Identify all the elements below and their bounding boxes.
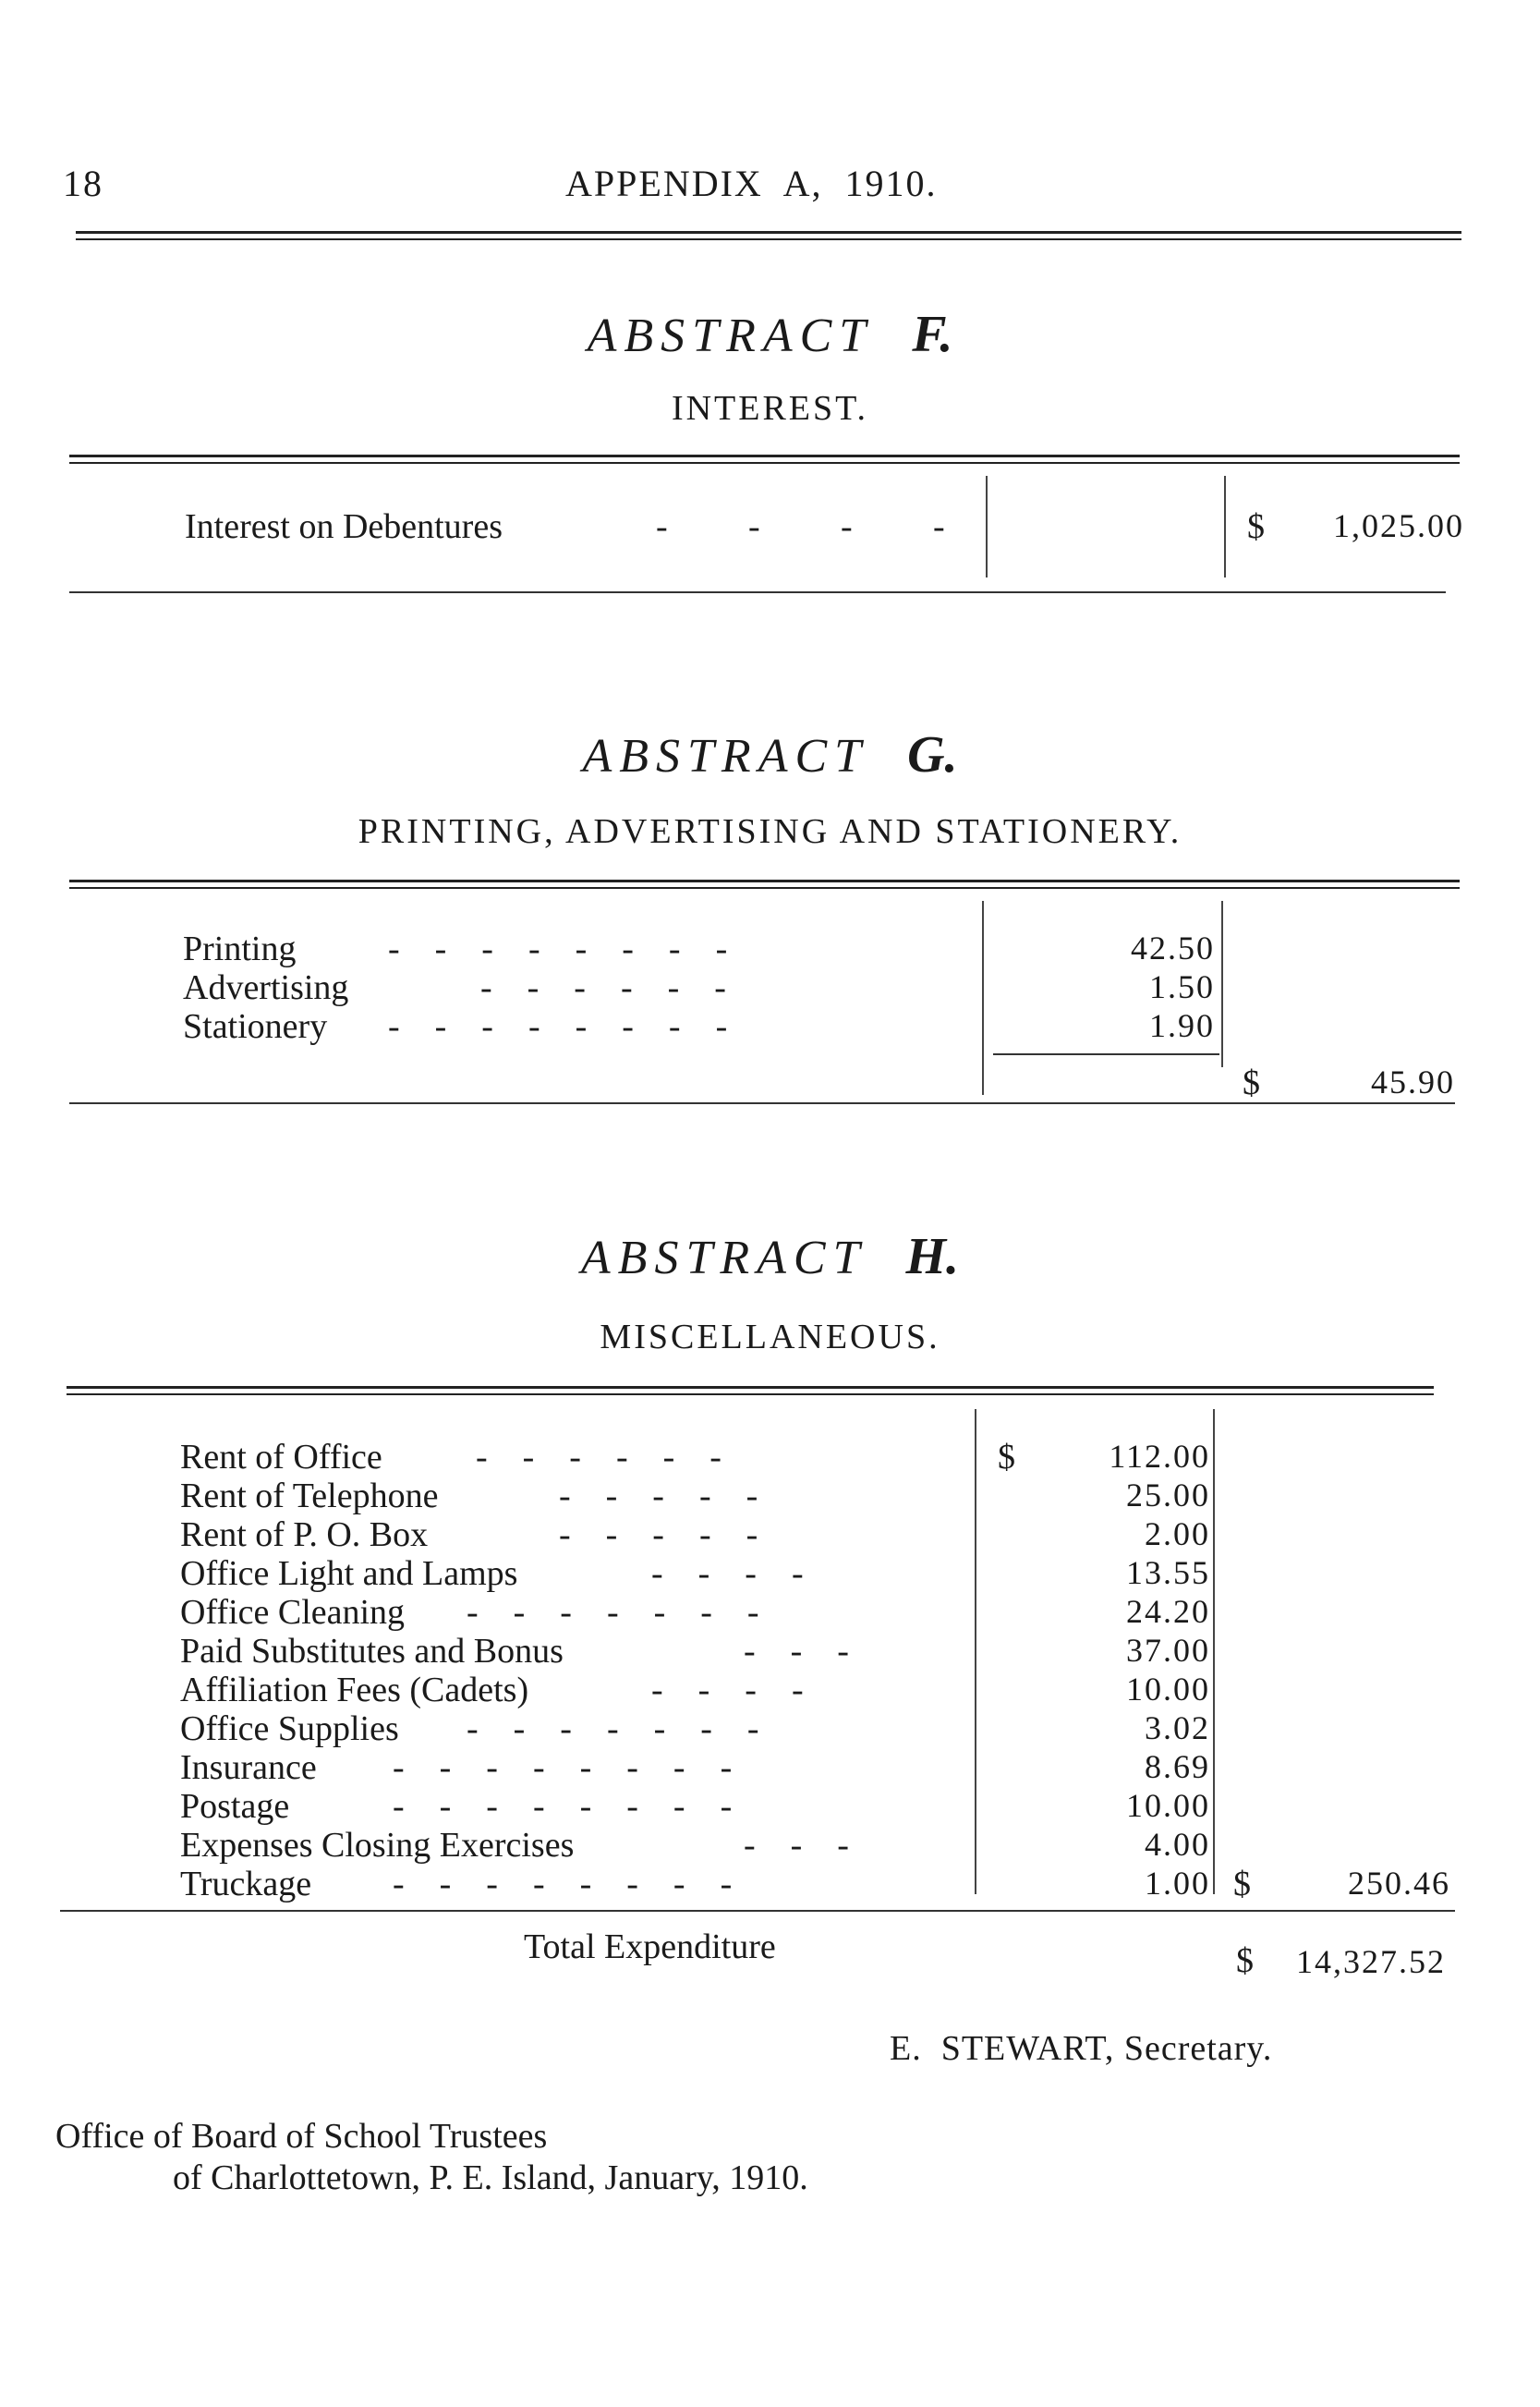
office-line-1: Office of Board of School Trustees: [55, 2117, 548, 2156]
column-rule: [1213, 1409, 1215, 1894]
column-rule: [1224, 476, 1226, 577]
row-amount: 10.00: [1126, 1787, 1210, 1824]
dollar-sign: $: [1236, 1941, 1254, 1980]
row-label: Interest on Debentures: [185, 507, 503, 546]
abstract-g-title: ABSTRACT G.: [582, 726, 958, 784]
row-label: Insurance: [180, 1748, 317, 1787]
abstract-g-top-rule: [69, 880, 1460, 882]
running-title: APPENDIX A, 1910.: [565, 163, 938, 204]
page-number: 18: [63, 163, 103, 204]
row-label: Affiliation Fees (Cadets): [180, 1671, 529, 1709]
row-label: Advertising: [183, 968, 349, 1007]
column-rule: [1221, 901, 1223, 1067]
row-amount: 37.00: [1126, 1632, 1210, 1669]
row-label: Office Supplies: [180, 1709, 399, 1748]
abstract-f-subtitle: INTEREST.: [671, 389, 869, 428]
row-label: Expenses Closing Exercises: [180, 1826, 575, 1865]
row-amount: 1,025.00: [1333, 507, 1464, 544]
abstract-h-bottom-rule: [60, 1910, 1455, 1912]
row-amount: 42.50: [1131, 930, 1215, 966]
row-label: Office Cleaning: [180, 1593, 406, 1632]
row-amount: 24.20: [1126, 1593, 1210, 1630]
total-expenditure-label: Total Expenditure: [524, 1927, 776, 1966]
dollar-sign: $: [998, 1438, 1015, 1477]
abstract-f-bottom-rule: [69, 591, 1446, 593]
row-label: Printing: [183, 930, 297, 968]
header-rule: [76, 231, 1461, 234]
total-amount: 45.90: [1371, 1064, 1455, 1100]
row-amount: 3.02: [1145, 1709, 1210, 1746]
column-rule: [975, 1409, 976, 1894]
grand-total-amount: 14,327.52: [1296, 1943, 1446, 1980]
row-amount: 8.69: [1145, 1748, 1210, 1785]
abstract-h-subtitle: MISCELLANEOUS.: [600, 1318, 940, 1356]
row-amount: 2.00: [1145, 1515, 1210, 1552]
row-amount: 25.00: [1126, 1477, 1210, 1513]
row-amount: 1.90: [1149, 1007, 1215, 1044]
subtotal-rule: [993, 1053, 1219, 1055]
row-amount: 1.00: [1145, 1865, 1210, 1902]
row-amount: 1.50: [1149, 968, 1215, 1005]
dollar-sign: $: [1247, 507, 1265, 546]
dollar-sign: $: [1243, 1064, 1260, 1102]
row-label: Rent of Office: [180, 1438, 382, 1477]
row-label: Postage: [180, 1787, 290, 1826]
total-amount: 250.46: [1348, 1865, 1450, 1902]
abstract-h-title: ABSTRACT H.: [580, 1228, 960, 1285]
column-rule: [986, 476, 988, 577]
abstract-h-top-rule: [67, 1386, 1434, 1389]
abstract-f-top-rule: [69, 455, 1460, 457]
row-label: Rent of P. O. Box: [180, 1515, 429, 1554]
row-label: Rent of Telephone: [180, 1477, 439, 1515]
abstract-g-subtitle: PRINTING, ADVERTISING AND STATIONERY.: [358, 812, 1182, 851]
dollar-sign: $: [1233, 1865, 1251, 1903]
row-amount: 13.55: [1126, 1554, 1210, 1591]
row-label: Truckage: [180, 1865, 312, 1903]
column-rule: [982, 901, 984, 1095]
row-amount: 112.00: [1109, 1438, 1210, 1475]
signature: E. STEWART, Secretary.: [890, 2029, 1273, 2068]
row-label: Stationery: [183, 1007, 328, 1046]
row-label: Paid Substitutes and Bonus: [180, 1632, 564, 1671]
row-amount: 4.00: [1145, 1826, 1210, 1863]
office-line-2: of Charlottetown, P. E. Island, January, 1910.: [173, 2158, 808, 2197]
row-amount: 10.00: [1126, 1671, 1210, 1708]
abstract-f-title: ABSTRACT F.: [587, 306, 953, 363]
abstract-g-bottom-rule: [69, 1102, 1455, 1104]
row-label: Office Light and Lamps: [180, 1554, 518, 1593]
